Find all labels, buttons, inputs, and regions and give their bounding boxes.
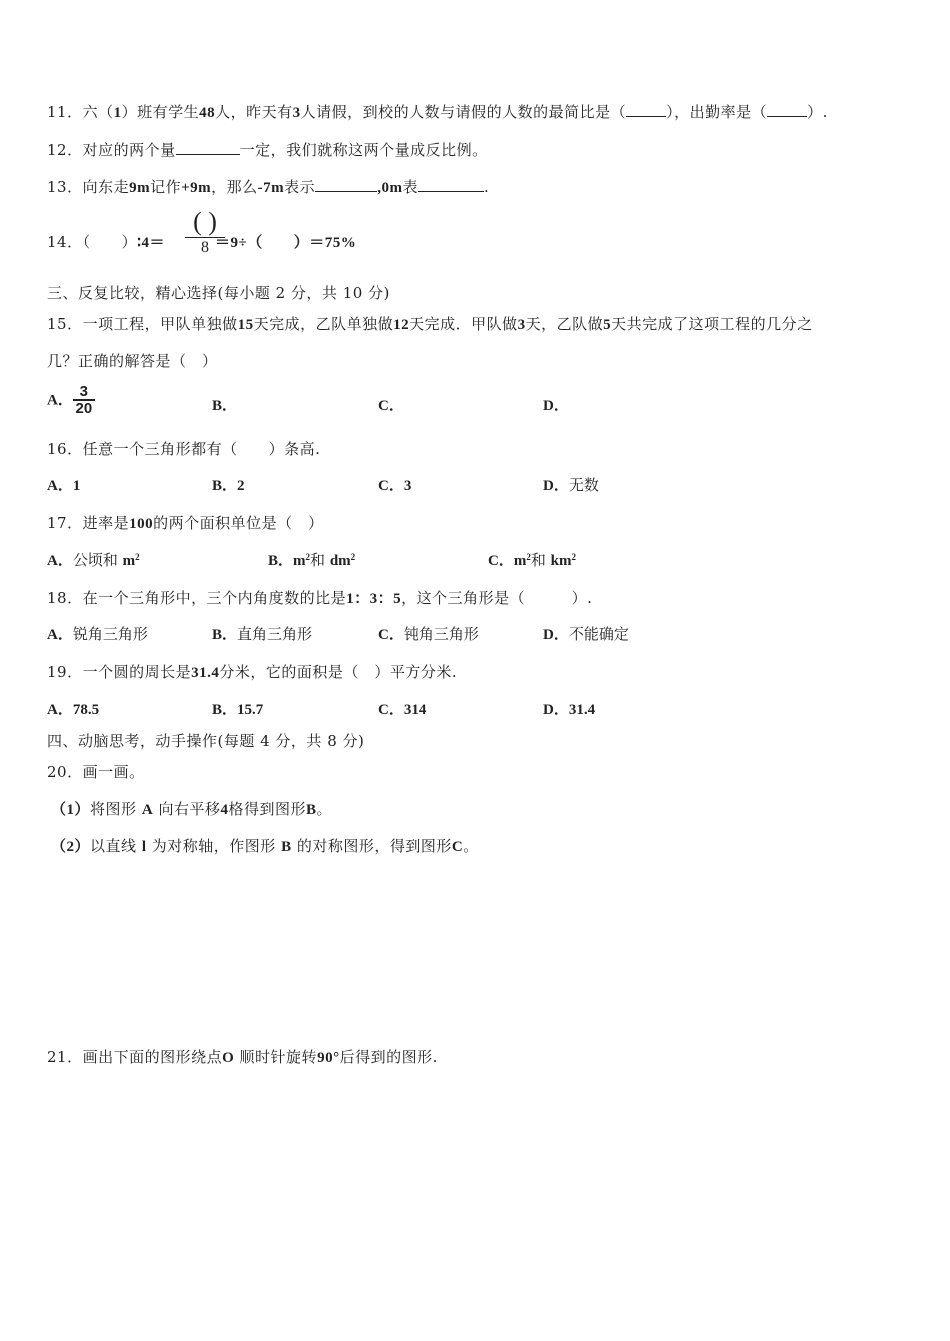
question-17: 17．进率是100的两个面积单位是（ ） (47, 514, 324, 532)
section-heading-3: 三、反复比较，精心选择(每小题 2 分，共 10 分) (47, 284, 390, 302)
option-a[interactable]: A．公顷和 $m^2$ (47, 551, 140, 569)
question-13: 13．向东走9m记作+9m，那么-7m表示 ,0m表 . (47, 178, 490, 196)
option-c[interactable]: C． (378, 398, 404, 414)
option-a[interactable]: A．锐角三角形 (47, 625, 148, 643)
option-d[interactable]: D．31.4 (543, 702, 596, 718)
answer-blank[interactable] (418, 191, 484, 192)
option-b[interactable]: B．直角三角形 (212, 625, 313, 643)
question-19: 19．一个圆的周长是31.4分米，它的面积是（ ）平方分米. (47, 663, 458, 681)
question-20-part-1: （1）将图形 A 向右平移4格得到图形B。 (51, 800, 332, 818)
answer-blank[interactable] (767, 116, 807, 117)
option-c[interactable]: C．314 (378, 702, 427, 718)
question-18: 18．在一个三角形中，三个内角度数的比是1：3：5，这个三角形是（ ）. (47, 589, 593, 607)
question-15: 15．一项工程，甲队单独做15天完成，乙队单独做12天完成．甲队做3天，乙队做5天共完成了这项工程的几分之 (47, 315, 813, 333)
option-a[interactable]: A．1 (47, 478, 81, 494)
question-16: 16．任意一个三角形都有（ ）条高. (47, 440, 321, 458)
fraction-numerator[interactable]: ( ) (193, 207, 217, 236)
section-heading-4: 四、动脑思考，动手操作(每题 4 分，共 8 分) (47, 732, 365, 750)
option-c[interactable]: C．钝角三角形 (378, 625, 479, 643)
question-21: 21．画出下面的图形绕点O 顺时针旋转90°后得到的图形. (47, 1048, 438, 1066)
question-15-cont: 几？正确的解答是（ ） (47, 352, 218, 370)
answer-blank[interactable] (176, 154, 240, 155)
question-12: 12．对应的两个量 一定，我们就称这两个量成反比例。 (47, 141, 488, 159)
option-b[interactable]: B．2 (212, 478, 245, 494)
question-20-part-2: （2）以直线 l 为对称轴，作图形 B 的对称图形，得到图形C。 (51, 837, 479, 855)
answer-blank[interactable] (315, 191, 377, 192)
answer-blank[interactable] (626, 116, 666, 117)
option-a[interactable]: A． $\frac{3}{20}$ (47, 384, 95, 417)
question-20: 20．画一画。 (47, 763, 145, 781)
option-d[interactable]: D．不能确定 (543, 625, 629, 643)
option-d[interactable]: D． (543, 398, 569, 414)
option-c[interactable]: C．3 (378, 478, 412, 494)
option-c[interactable]: C．$m^2$和 $km^2$ (488, 551, 576, 569)
option-a[interactable]: A．78.5 (47, 702, 100, 718)
fraction-denominator: 8 (201, 239, 209, 256)
fraction-3-20: $\frac{3}{20}$ (73, 384, 95, 417)
question-14: 14．（ ）∶4＝ ＝9÷（ ）＝75% (47, 233, 357, 251)
option-b[interactable]: B．$m^2$和 $dm^2$ (268, 551, 356, 569)
question-11: 11．六（1）班有学生48人，昨天有3人请假，到校的人数与请假的人数的最简比是（ ），出勤率是（ ）. (47, 103, 828, 121)
option-b[interactable]: B．15.7 (212, 702, 264, 718)
option-b[interactable]: B． (212, 398, 238, 414)
fraction (182, 209, 228, 258)
option-d[interactable]: D．无数 (543, 476, 599, 494)
